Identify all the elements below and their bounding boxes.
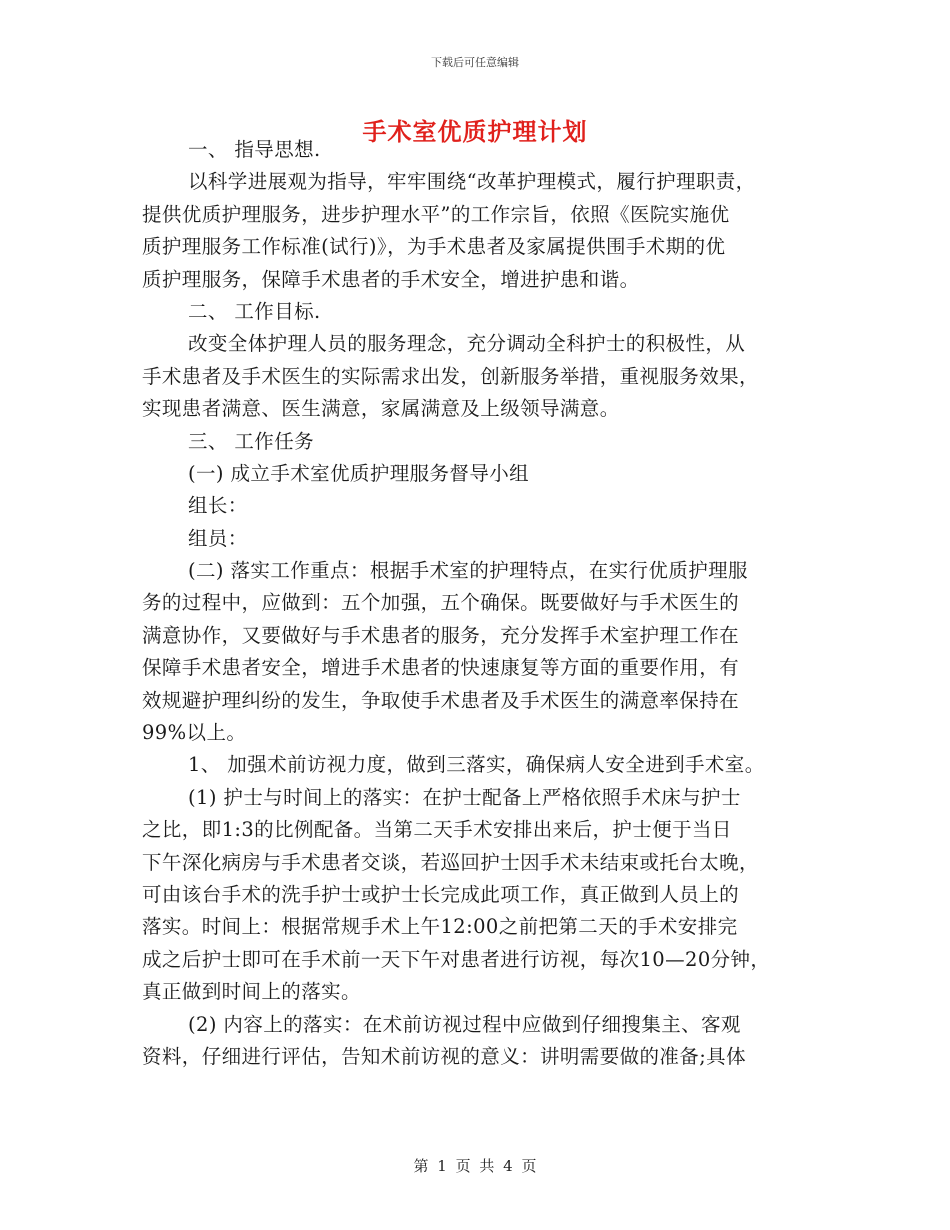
- text-line: (一) 成立手术室优质护理服务督导小组: [188, 461, 530, 485]
- text-line: 以科学进展观为指导，牢牢围绕“改革护理模式，履行护理职责，: [188, 170, 756, 194]
- document-body: [142, 134, 817, 1073]
- text-line: 质护理服务，保障手术患者的手术安全，增进护患和谐。: [142, 267, 640, 291]
- text-line: (1) 护士与时间上的落实：在护士配备上严格依照手术床与护士: [188, 785, 741, 809]
- text-line: 效规避护理纠纷的发生，争取使手术患者及手术医生的满意率保持在: [142, 688, 740, 712]
- text-line: 一、 指导思想.: [188, 138, 321, 161]
- text-line: 实现患者满意、医生满意，家属满意及上级领导满意。: [142, 397, 620, 421]
- text-line: 组长：: [188, 494, 248, 518]
- text-line: 二、 工作目标.: [188, 299, 321, 323]
- text-line: 提供优质护理服务，进步护理水平”的工作宗旨，依照《医院实施优: [142, 202, 730, 226]
- text-line: 务的过程中，应做到：五个加强，五个确保。既要做好与手术医生的: [142, 591, 740, 615]
- text-line: 满意协作，又要做好与手术患者的服务，充分发挥手术室护理工作在: [142, 623, 740, 647]
- text-line: 之比，即1:3的比例配备。当第二天手术安排出来后，护士便于当日: [142, 818, 732, 842]
- text-line: 99%以上。: [142, 721, 247, 745]
- page-footer: 第 1 页 共 4 页: [413, 1157, 537, 1175]
- text-line: 保障手术患者安全，增进手术患者的快速康复等方面的重要作用，有: [142, 656, 740, 680]
- text-line: 质护理服务工作标准(试行)》，为手术患者及家属提供围手术期的优: [142, 235, 726, 259]
- text-line: 手术患者及手术医生的实际需求出发，创新服务举措，重视服务效果，: [142, 364, 759, 388]
- text-line: 下午深化病房与手术患者交谈，若巡回护士因手术未结束或托台太晚，: [142, 850, 759, 874]
- text-line: 资料，仔细进行评估，告知术前访视的意义：讲明需要做的准备;具体: [142, 1044, 746, 1068]
- text-line: (二) 落实工作重点：根据手术室的护理特点，在实行优质护理服: [188, 559, 748, 583]
- text-line: 真正做到时间上的落实。: [142, 980, 361, 1004]
- text-line: 改变全体护理人员的服务理念，充分调动全科护士的积极性，从: [188, 332, 746, 356]
- text-line: 成之后护士即可在手术前一天下午对患者进行访视，每次10—20分钟，: [142, 947, 771, 971]
- text-line: 三、 工作任务: [188, 429, 314, 453]
- text-line: 1、 加强术前访视力度，做到三落实，确保病人安全进到手术室。: [188, 753, 765, 777]
- header-note: 下载后可任意编辑: [431, 56, 519, 69]
- text-line: (2) 内容上的落实：在术前访视过程中应做到仔细搜集主、客观: [188, 1012, 741, 1036]
- document-title: 手术室优质护理计划: [362, 117, 588, 146]
- text-line: 落实。时间上：根据常规手术上午12:00之前把第二天的手术安排完: [142, 915, 738, 939]
- text-line: 可由该台手术的洗手护士或护士长完成此项工作，真正做到人员上的: [142, 882, 740, 906]
- text-line: 组员：: [188, 526, 248, 550]
